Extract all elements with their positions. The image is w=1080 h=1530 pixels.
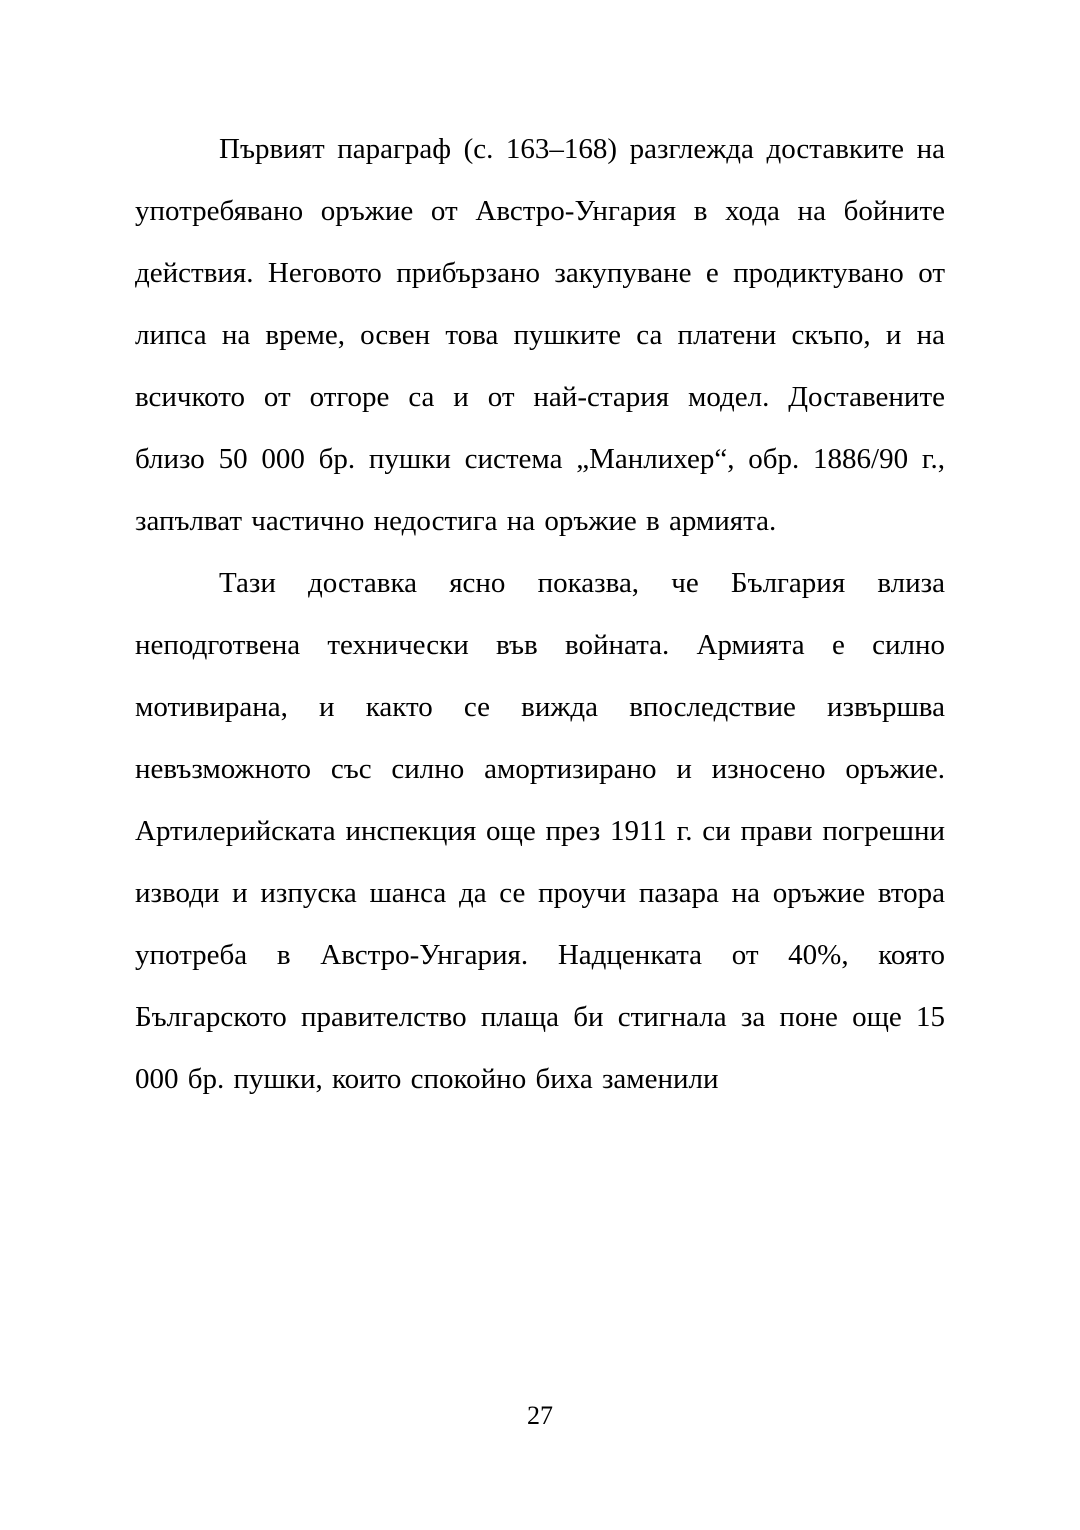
page-number: 27 [527,1401,553,1430]
paragraph-1: Първият параграф (с. 163–168) разглежда доставките на употребявано оръжие от Австро-Унгария в хода на бойните действия. Неговото прибързано закупуване е продиктувано от липса на време, освен това пушките са платени скъпо, и на всичкото от отгоре са и от най-стария модел. Доставените близо 50 000 бр. пушки система „Манлихер“, обр. 1886/90 г., запълват частично недостига на оръжие в армията. [135,133,945,537]
page-body [135,118,945,1110]
paragraph-2: Тази доставка ясно показва, че България влиза неподготвена технически във войната. Армията е силно мотивирана, и както се вижда впоследствие извършва невъзможното със силно амортизирано и износено оръжие. Артилерийската инспекция още през 1911 г. си прави погрешни изводи и изпуска шанса да се проучи пазара на оръжие втора употреба в Австро-Унгария. Надценката от 40%, която Българското правителство плаща би стигнала за поне още 15 000 бр. пушки, които спокойно биха заменили [135,567,945,1095]
